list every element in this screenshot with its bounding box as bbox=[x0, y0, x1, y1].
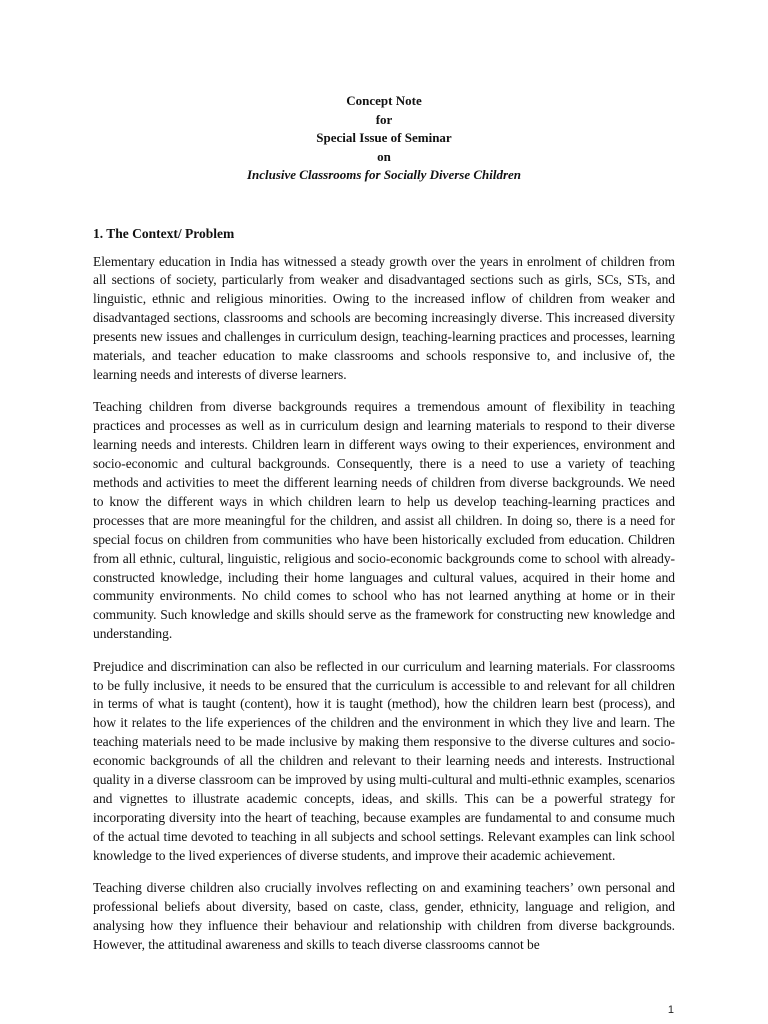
title-line-special-issue: Special Issue of Seminar bbox=[316, 130, 452, 145]
paragraph-3: Prejudice and discrimination can also be reflected in our curriculum and learning materials. For classrooms to be fully inclusive, it needs to be ensured that the curriculum is accessible to and relevant for all children in terms of what is taught (content), how it is taught (method), how the children learn best (process), and how it relates to the life experiences of the children and the environment in which they live and learn. The teaching materials need to be made inclusive by making them responsive to the diverse cultures and socio-economic backgrounds of all the children and relevant to their learning needs and interests. Instructional quality in a diverse classroom can be improved by using multi-cultural and multi-ethnic examples, scenarios and vignettes to illustrate academic concepts, ideas, and skills. This can be a powerful strategy for incorporating diversity into the heart of teaching, because examples are fundamental to and consume much of the actual time devoted to teaching in all subjects and school settings. Relevant examples can link school knowledge to the lived experiences of diverse students, and improve their academic achievement. bbox=[93, 658, 675, 863]
title-line-for: for bbox=[375, 111, 393, 127]
paragraph-1: Elementary education in India has witnessed a steady growth over the years in enrolment of children from all sections of society, particularly from weaker and disadvantaged sections such as girls, SCs, STs, and linguistic, ethnic and religious minorities. Owing to the increased inflow of children from weaker and disadvantaged sections, classrooms and schools are becoming increasingly diverse. This increased diversity presents new issues and challenges in curriculum design, teaching-learning practices and processes, learning materials, and teacher education to make classrooms and schools responsive to, and inclusive of, the learning needs and interests of diverse learners. bbox=[93, 253, 675, 382]
title-line-concept-note: Concept Note bbox=[346, 93, 422, 108]
title-line-topic: Inclusive Classrooms for Socially Diverse Children bbox=[246, 167, 522, 182]
section-heading: 1. The Context/ Problem bbox=[93, 225, 235, 241]
paragraph-4: Teaching diverse children also crucially involves reflecting on and examining teachers’ own personal and professional beliefs about diversity, based on caste, class, gender, ethnicity, language and religion, and analysing how they influence their behaviour and relationship with children from diverse backgrounds. However, the attitudinal awareness and skills to teach diverse classrooms cannot be bbox=[93, 880, 675, 952]
title-block bbox=[93, 92, 675, 185]
page-number: 1 bbox=[667, 1004, 674, 1016]
paragraph-2: Teaching children from diverse backgrounds requires a tremendous amount of flexibility in teaching practices and processes as well as in curriculum design and learning materials to respond to their diverse learning needs and interests. Children learn in different ways owing to their experiences, environment and socio-economic and cultural backgrounds. Consequently, there is a need to use a variety of teaching methods and activities to meet the different learning needs of children from diverse backgrounds. We need to know the different ways in which children learn to help us develop teaching-learning practices and processes that are more meaningful for the children, and assist all children. In doing so, there is a need for special focus on children from communities who have been historically excluded from education. Children from all ethnic, cultural, linguistic, religious and socio-economic backgrounds come to school with already-constructed knowledge, including their home languages and cultural values, acquired in their home and community environments. No child comes to school who has not learned anything at home or in their community. Such knowledge and skills should serve as the framework for constructing new knowledge and understanding. bbox=[93, 399, 675, 642]
title-line-on: on bbox=[377, 148, 391, 164]
